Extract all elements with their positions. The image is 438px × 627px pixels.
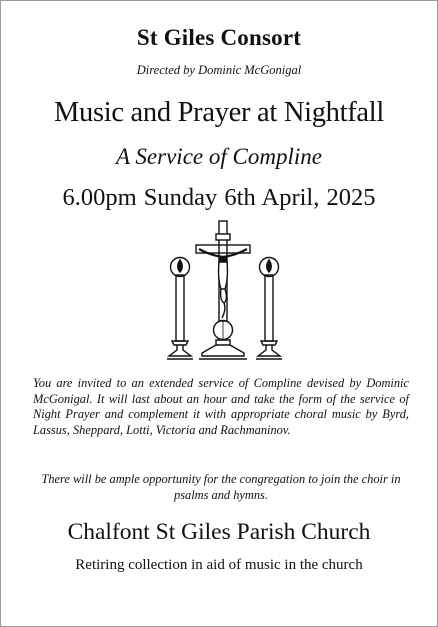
right-candle-flame <box>267 260 272 272</box>
cross-stand <box>202 345 244 356</box>
organisation-name: St Giles Consort <box>136 25 302 50</box>
left-candle-flame <box>178 260 183 272</box>
crucifix-with-candles-icon <box>161 219 285 365</box>
left-candle <box>176 275 184 341</box>
cross-neck <box>216 340 230 345</box>
right-candlestick <box>258 345 280 356</box>
collection-note: Retiring collection in aid of music in the church <box>75 557 363 573</box>
venue-name: Chalfont St Giles Parish Church <box>67 519 371 545</box>
right-candle <box>265 275 273 341</box>
congregation-paragraph: There will be ample opportunity for the congregation to join the choir in psalms and hymns. <box>41 472 401 502</box>
left-candlestick <box>169 345 191 356</box>
cross-title-plaque <box>216 234 230 240</box>
right-candle-cup <box>261 341 277 345</box>
service-subtitle: A Service of Compline <box>116 144 322 169</box>
corpus-legs <box>221 289 227 318</box>
corpus-torso <box>219 262 228 289</box>
left-candle-cup <box>172 341 188 345</box>
invitation-paragraph: You are invited to an extended service of Compline devised by Dominic McGonigal. It will last about an hour and take the form of the service of Night Prayer and complement it with appropriate choral music by Byrd, Lassus, Sheppard, Lotti, Victoria and Rachmaninov. <box>33 376 409 437</box>
service-datetime: 6.00pm Sunday 6th April, 2025 <box>62 184 376 211</box>
service-title: Music and Prayer at Nightfall <box>53 97 385 128</box>
director-line: Directed by Dominic McGonigal <box>136 63 302 77</box>
